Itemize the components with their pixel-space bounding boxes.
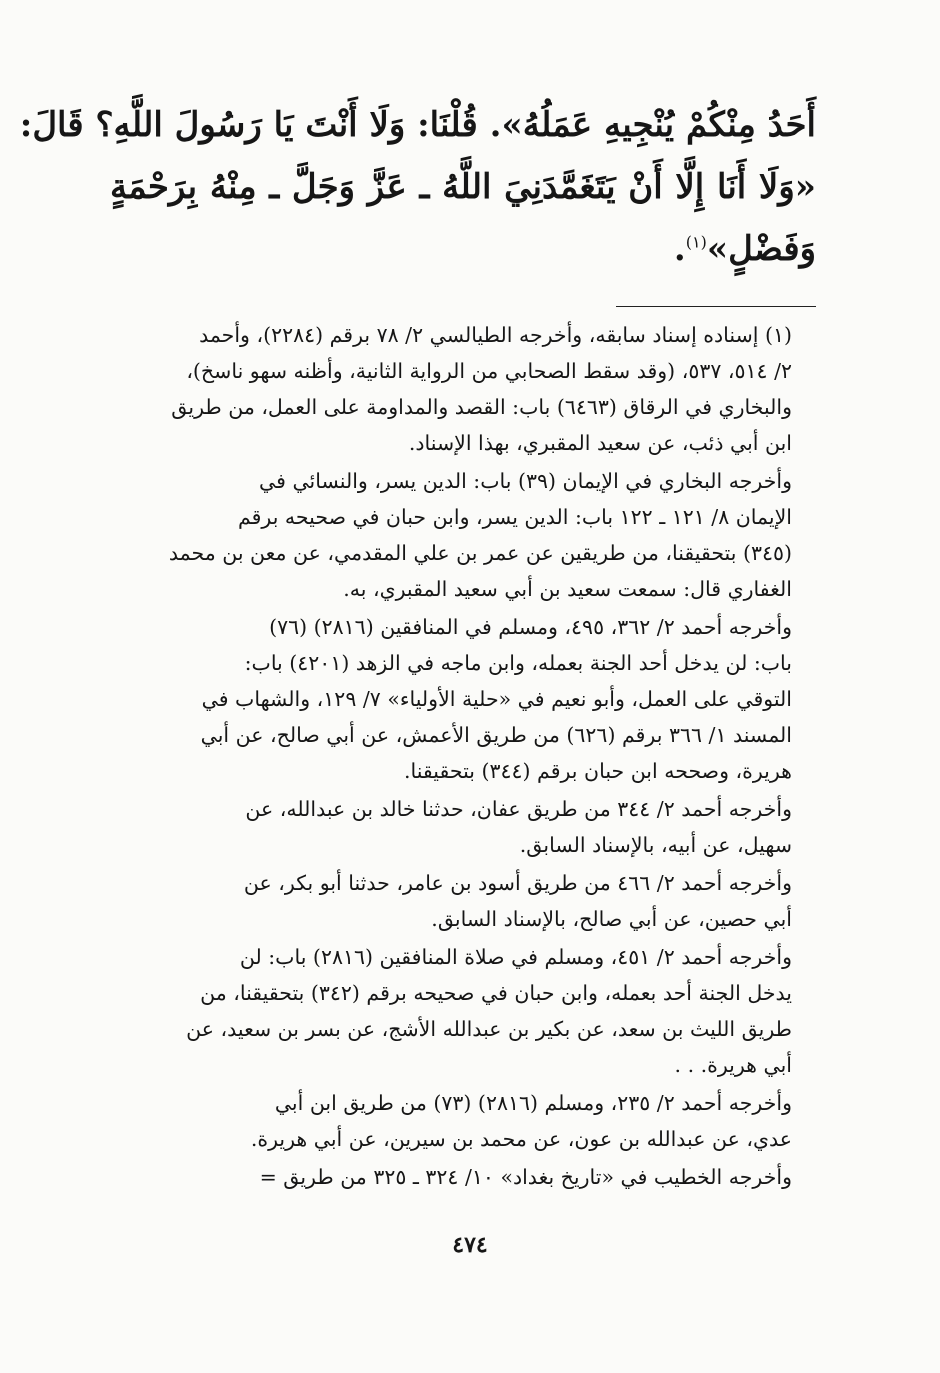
footnote-line: الغفاري قال: سمعت سعيد بن أبي سعيد المقبري، به. bbox=[343, 577, 792, 601]
footnote-line: (١) إسناده إسناد سابقه، وأخرجه الطيالسي ٢/ ٧٨ برقم (٢٢٨٤)، وأحمد bbox=[199, 323, 792, 347]
footnote-paragraph bbox=[110, 791, 816, 863]
main-text-line: وَفَضْلٍ»$^{(١)}$. bbox=[673, 229, 816, 269]
footnote-line: أبي هريرة. . . bbox=[674, 1053, 792, 1077]
footnote-paragraph bbox=[110, 939, 816, 1083]
footnote-line: يدخل الجنة أحد بعمله، وابن حبان في صحيحه برقم (٣٤٢) بتحقيقنا، من bbox=[200, 981, 792, 1005]
footnote-paragraph bbox=[110, 317, 816, 461]
footnote-line: عدي، عن عبدالله بن عون، عن محمد بن سيرين، عن أبي هريرة. bbox=[250, 1127, 792, 1151]
footnote-line: سهيل، عن أبيه، بالإسناد السابق. bbox=[519, 833, 792, 857]
main-text-line-text: وَفَضْلٍ» bbox=[706, 229, 816, 269]
main-text-line: أَحَدُ مِنْكُمْ يُنْجِيهِ عَمَلُهُ». قُلْنَا: وَلَا أَنْتَ يَا رَسُولَ اللَّهِ؟ قَالَ: bbox=[19, 105, 816, 145]
footnote-separator bbox=[616, 306, 816, 307]
footnote-paragraph bbox=[110, 1159, 816, 1195]
footnote-line: التوقي على العمل، وأبو نعيم في «حلية الأولياء» ٧/ ١٢٩، والشهاب في bbox=[201, 687, 792, 711]
main-text bbox=[19, 94, 816, 280]
footnote-line: طريق الليث بن سعد، عن بكير بن عبدالله الأشج، عن بسر بن سعيد، عن bbox=[186, 1017, 792, 1041]
footnote-line: ٢/ ٥١٤، ٥٣٧، (وقد سقط الصحابي من الرواية الثانية، وأظنه سهو ناسخ)، bbox=[186, 359, 792, 383]
footnote-paragraph bbox=[110, 1085, 816, 1157]
footnote-line: هريرة، وصححه ابن حبان برقم (٣٤٤) بتحقيقنا. bbox=[403, 759, 792, 783]
footnotes bbox=[110, 317, 816, 1195]
main-text-line: «وَلَا أَنَا إِلَّا أَنْ يَتَغَمَّدَنِيَ اللَّهُ ـ عَزَّ وَجَلَّ ـ مِنْهُ بِرَحْمَةٍ bbox=[110, 167, 816, 207]
footnote-line: وأخرجه أحمد ٢/ ٣٤٤ من طريق عفان، حدثنا خالد بن عبدالله، عن bbox=[245, 797, 792, 821]
footnote-line: المسند ١/ ٣٦٦ برقم (٦٢٦) من طريق الأعمش، عن أبي صالح، عن أبي bbox=[200, 723, 792, 747]
page-number: ٤٧٤ bbox=[452, 1232, 488, 1258]
footnote-line: باب: لن يدخل أحد الجنة بعمله، وابن ماجه في الزهد (٤٢٠١) باب: bbox=[244, 651, 792, 675]
footnote-line: ابن أبي ذئب، عن سعيد المقبري، بهذا الإسناد. bbox=[408, 431, 792, 455]
footnote-line: والبخاري في الرقاق (٦٤٦٣) باب: القصد والمداومة على العمل، من طريق bbox=[171, 395, 792, 419]
footnote-reference: (١) bbox=[685, 232, 707, 252]
footnote-line: الإيمان ٨/ ١٢١ ـ ١٢٢ باب: الدين يسر، وابن حبان في صحيحه برقم bbox=[237, 505, 792, 529]
footnote-paragraph bbox=[110, 865, 816, 937]
footnote-paragraph bbox=[110, 609, 816, 789]
footnote-line: وأخرجه أحمد ٢/ ٢٣٥، ومسلم (٢٨١٦) (٧٣) من طريق ابن أبي bbox=[274, 1091, 792, 1115]
footnote-line: وأخرجه الخطيب في «تاريخ بغداد» ١٠/ ٣٢٤ ـ ٣٢٥ من طريق = bbox=[259, 1165, 792, 1189]
footnote-line: وأخرجه أحمد ٢/ ٣٦٢، ٤٩٥، ومسلم في المنافقين (٢٨١٦) (٧٦) bbox=[269, 615, 792, 639]
footnote-line: (٣٤٥) بتحقيقنا، من طريقين عن عمر بن علي المقدمي، عن معن بن محمد bbox=[168, 541, 792, 565]
footnote-line: وأخرجه البخاري في الإيمان (٣٩) باب: الدين يسر، والنسائي في bbox=[259, 469, 792, 493]
footnote-line: أبي حصين، عن أبي صالح، بالإسناد السابق. bbox=[431, 907, 792, 931]
footnote-line: وأخرجه أحمد ٢/ ٤٦٦ من طريق أسود بن عامر، حدثنا أبو بكر، عن bbox=[243, 871, 792, 895]
footnote-paragraph bbox=[110, 463, 816, 607]
page-content bbox=[19, 94, 816, 1197]
footnote-line: وأخرجه أحمد ٢/ ٤٥١، ومسلم في صلاة المنافقين (٢٨١٦) باب: لن bbox=[239, 945, 792, 969]
